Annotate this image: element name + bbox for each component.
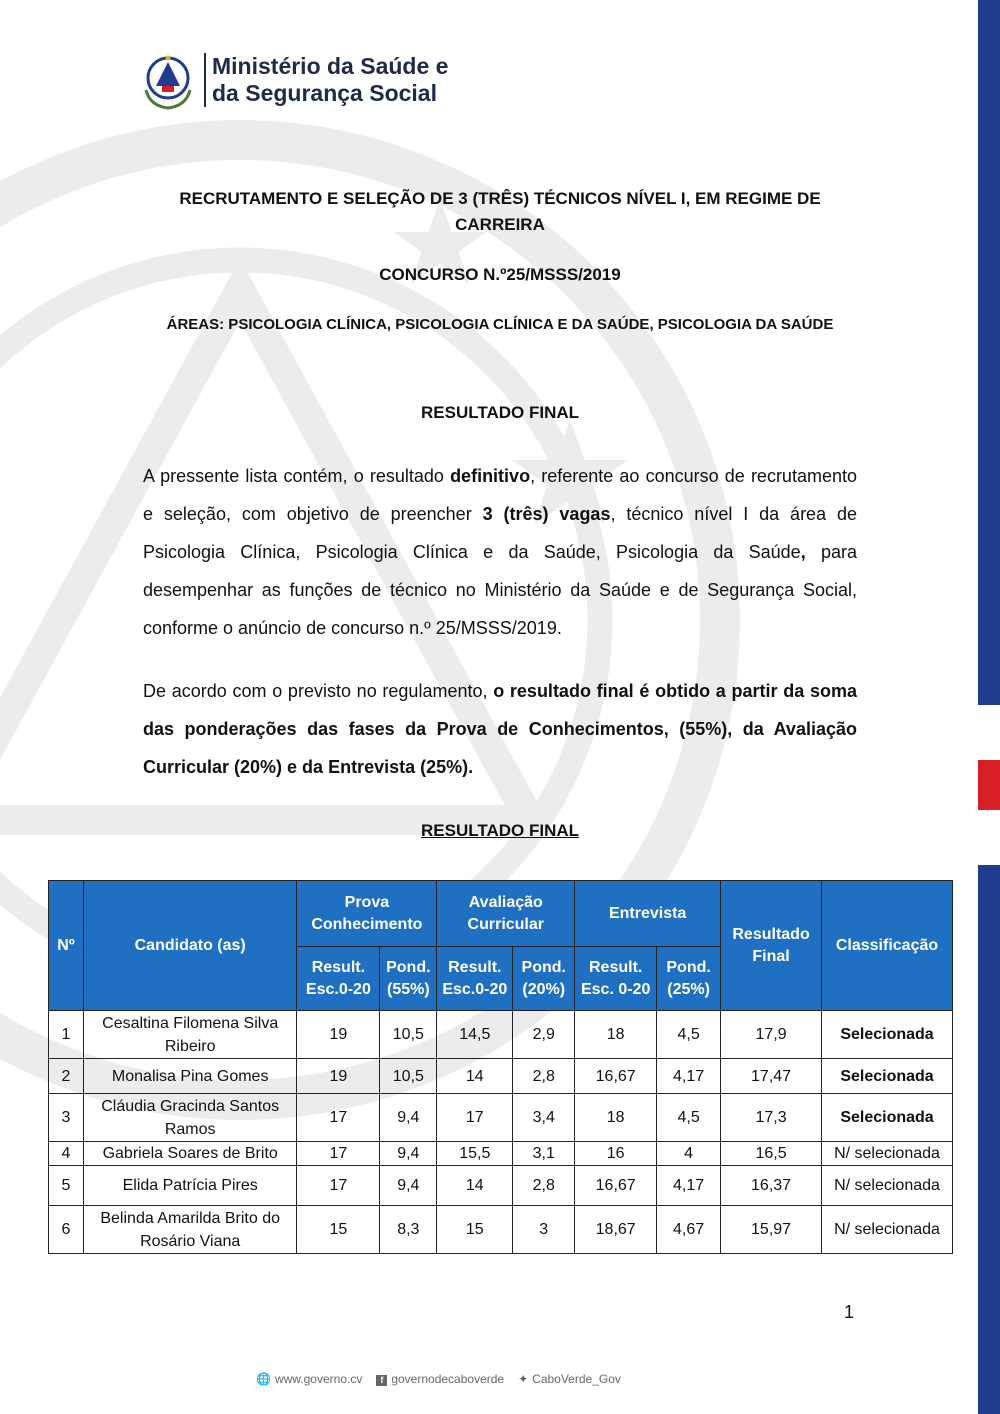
title-line1: RECRUTAMENTO E SELEÇÃO DE 3 (TRÊS) TÉCNICOS NÍVEL I, EM REGIME DE [179, 189, 821, 208]
row-classification: Selecionada [822, 1011, 953, 1059]
col-entrevista-header: Entrevista [575, 881, 721, 947]
col-resultado-final-header: Resultado Final [721, 881, 822, 1011]
col-avaliacao-pond-header: Pond. (20%) [513, 947, 575, 1011]
coat-of-arms-icon [140, 50, 196, 110]
para1-text4: para desempenhar as funções de técnico no Ministério da Saúde e de Segurança Social, conforme o anúncio de concurso n.º 25/MSSS/2019. [143, 542, 857, 638]
row-num: 6 [49, 1206, 84, 1254]
row-prova-result: 17 [297, 1166, 380, 1206]
results-table [48, 880, 953, 1254]
row-final-result: 17,9 [721, 1011, 822, 1059]
table-title: RESULTADO FINAL [420, 821, 580, 840]
para1-text3: , técnico nível I da área de Psicologia Clínica, Psicologia Clínica e da Saúde, Psicologia da Saúde [143, 504, 858, 562]
row-num: 1 [49, 1011, 84, 1059]
row-entrevista-result: 16,67 [575, 1059, 657, 1094]
row-entrevista-result: 16 [575, 1142, 657, 1166]
row-final-result: 16,37 [721, 1166, 822, 1206]
ministry-name-line1: Ministério da Saúde e [212, 53, 449, 79]
col-candidato-header: Candidato (as) [83, 881, 296, 1011]
table-row [49, 1206, 953, 1254]
col-avaliacao-header: Avaliação Curricular [437, 881, 575, 947]
concurso-number: CONCURSO N.º25/MSSS/2019 [379, 265, 621, 284]
footer-links [256, 1372, 621, 1386]
table-row [49, 1142, 953, 1166]
row-num: 5 [49, 1166, 84, 1206]
row-prova-pond: 10,5 [380, 1011, 437, 1059]
row-num: 4 [49, 1142, 84, 1166]
row-final-result: 17,3 [721, 1094, 822, 1142]
footer-website[interactable] [256, 1372, 362, 1386]
row-avaliacao-result: 14 [437, 1166, 513, 1206]
row-candidate: Cesaltina Filomena Silva Ribeiro [83, 1011, 296, 1059]
row-final-result: 15,97 [721, 1206, 822, 1254]
col-prova-header: Prova Conhecimento [297, 881, 437, 947]
side-bar-red [978, 760, 1000, 810]
row-avaliacao-pond: 2,8 [513, 1166, 575, 1206]
facebook-icon: f [376, 1375, 387, 1386]
col-entrevista-pond-header: Pond. (25%) [657, 947, 721, 1011]
row-final-result: 16,5 [721, 1142, 822, 1166]
row-candidate: Belinda Amarilda Brito do Rosário Viana [83, 1206, 296, 1254]
ministry-logo [140, 50, 448, 110]
para1-bold1: definitivo [450, 466, 531, 486]
footer-facebook-label: governodecaboverde [391, 1372, 505, 1386]
footer-website-label: www.governo.cv [274, 1372, 363, 1386]
table-row [49, 1166, 953, 1206]
table-row [49, 1059, 953, 1094]
row-avaliacao-pond: 2,8 [513, 1059, 575, 1094]
footer-twitter[interactable] [518, 1372, 621, 1386]
row-avaliacao-result: 15,5 [437, 1142, 513, 1166]
para2-bold1: o resultado final é obtido a partir da soma das ponderações das fases da Prova de Conhecimentos, (55%), da Avaliação Curricular (20%) e da Entrevista (25%). [143, 681, 857, 777]
row-avaliacao-pond: 2,9 [513, 1011, 575, 1059]
ministry-name-line2: da Segurança Social [212, 80, 437, 106]
footer-facebook[interactable] [376, 1372, 504, 1386]
row-entrevista-pond: 4,67 [657, 1206, 721, 1254]
col-prova-pond-header: Pond. (55%) [380, 947, 437, 1011]
col-num-header: Nº [49, 881, 84, 1011]
globe-icon: 🌐 [256, 1372, 271, 1386]
row-entrevista-pond: 4,5 [657, 1094, 721, 1142]
areas-heading: ÁREAS: PSICOLOGIA CLÍNICA, PSICOLOGIA CLÍNICA E DA SAÚDE, PSICOLOGIA DA SAÚDE [166, 316, 834, 333]
para1-text1: A pressente lista contém, o resultado [143, 466, 451, 486]
row-avaliacao-result: 14,5 [437, 1011, 513, 1059]
col-avaliacao-result-header: Result. Esc.0-20 [437, 947, 513, 1011]
row-prova-result: 19 [297, 1059, 380, 1094]
row-classification: Selecionada [822, 1094, 953, 1142]
intro-paragraph [143, 457, 857, 647]
row-num: 2 [49, 1059, 84, 1094]
row-classification: N/ selecionada [822, 1206, 953, 1254]
row-prova-result: 17 [297, 1094, 380, 1142]
footer-twitter-label: CaboVerde_Gov [532, 1372, 621, 1386]
document-title [140, 186, 860, 238]
para1-text2: , referente ao concurso de recrutamento e seleção, com objetivo de preencher [143, 466, 857, 524]
row-avaliacao-pond: 3,4 [513, 1094, 575, 1142]
row-classification: Selecionada [822, 1059, 953, 1094]
row-prova-pond: 9,4 [380, 1094, 437, 1142]
table-row [49, 1011, 953, 1059]
row-avaliacao-result: 15 [437, 1206, 513, 1254]
row-entrevista-pond: 4,17 [657, 1059, 721, 1094]
row-avaliacao-pond: 3,1 [513, 1142, 575, 1166]
row-entrevista-pond: 4 [657, 1142, 721, 1166]
row-candidate: Cláudia Gracinda Santos Ramos [83, 1094, 296, 1142]
row-prova-pond: 10,5 [380, 1059, 437, 1094]
side-bar-blue-bottom [978, 865, 1000, 1414]
page-number: 1 [844, 1302, 855, 1322]
row-entrevista-pond: 4,5 [657, 1011, 721, 1059]
row-entrevista-result: 16,67 [575, 1166, 657, 1206]
row-entrevista-result: 18 [575, 1094, 657, 1142]
row-prova-pond: 9,4 [380, 1142, 437, 1166]
col-entrevista-result-header: Result. Esc. 0-20 [575, 947, 657, 1011]
row-avaliacao-pond: 3 [513, 1206, 575, 1254]
title-line2: CARREIRA [455, 215, 545, 234]
row-prova-result: 17 [297, 1142, 380, 1166]
col-classificacao-header: Classificação [822, 881, 953, 1011]
row-candidate: Elida Patrícia Pires [83, 1166, 296, 1206]
row-classification: N/ selecionada [822, 1142, 953, 1166]
row-candidate: Monalisa Pina Gomes [83, 1059, 296, 1094]
table-row [49, 1094, 953, 1142]
col-prova-result-header: Result. Esc.0-20 [297, 947, 380, 1011]
twitter-icon: ✦ [518, 1372, 529, 1386]
para1-bold3: , [800, 542, 806, 562]
row-final-result: 17,47 [721, 1059, 822, 1094]
row-prova-pond: 8,3 [380, 1206, 437, 1254]
row-entrevista-pond: 4,17 [657, 1166, 721, 1206]
row-candidate: Gabriela Soares de Brito [83, 1142, 296, 1166]
side-bar-blue-top [978, 0, 1000, 705]
row-classification: N/ selecionada [822, 1166, 953, 1206]
regulation-paragraph [143, 672, 857, 786]
para2-text1: De acordo com o previsto no regulamento, [143, 681, 494, 701]
row-avaliacao-result: 14 [437, 1059, 513, 1094]
row-prova-pond: 9,4 [380, 1166, 437, 1206]
row-prova-result: 15 [297, 1206, 380, 1254]
para1-bold2: 3 (três) vagas [482, 504, 611, 524]
row-num: 3 [49, 1094, 84, 1142]
row-prova-result: 19 [297, 1011, 380, 1059]
resultado-final-heading: RESULTADO FINAL [420, 403, 580, 422]
row-entrevista-result: 18,67 [575, 1206, 657, 1254]
row-avaliacao-result: 17 [437, 1094, 513, 1142]
row-entrevista-result: 18 [575, 1011, 657, 1059]
